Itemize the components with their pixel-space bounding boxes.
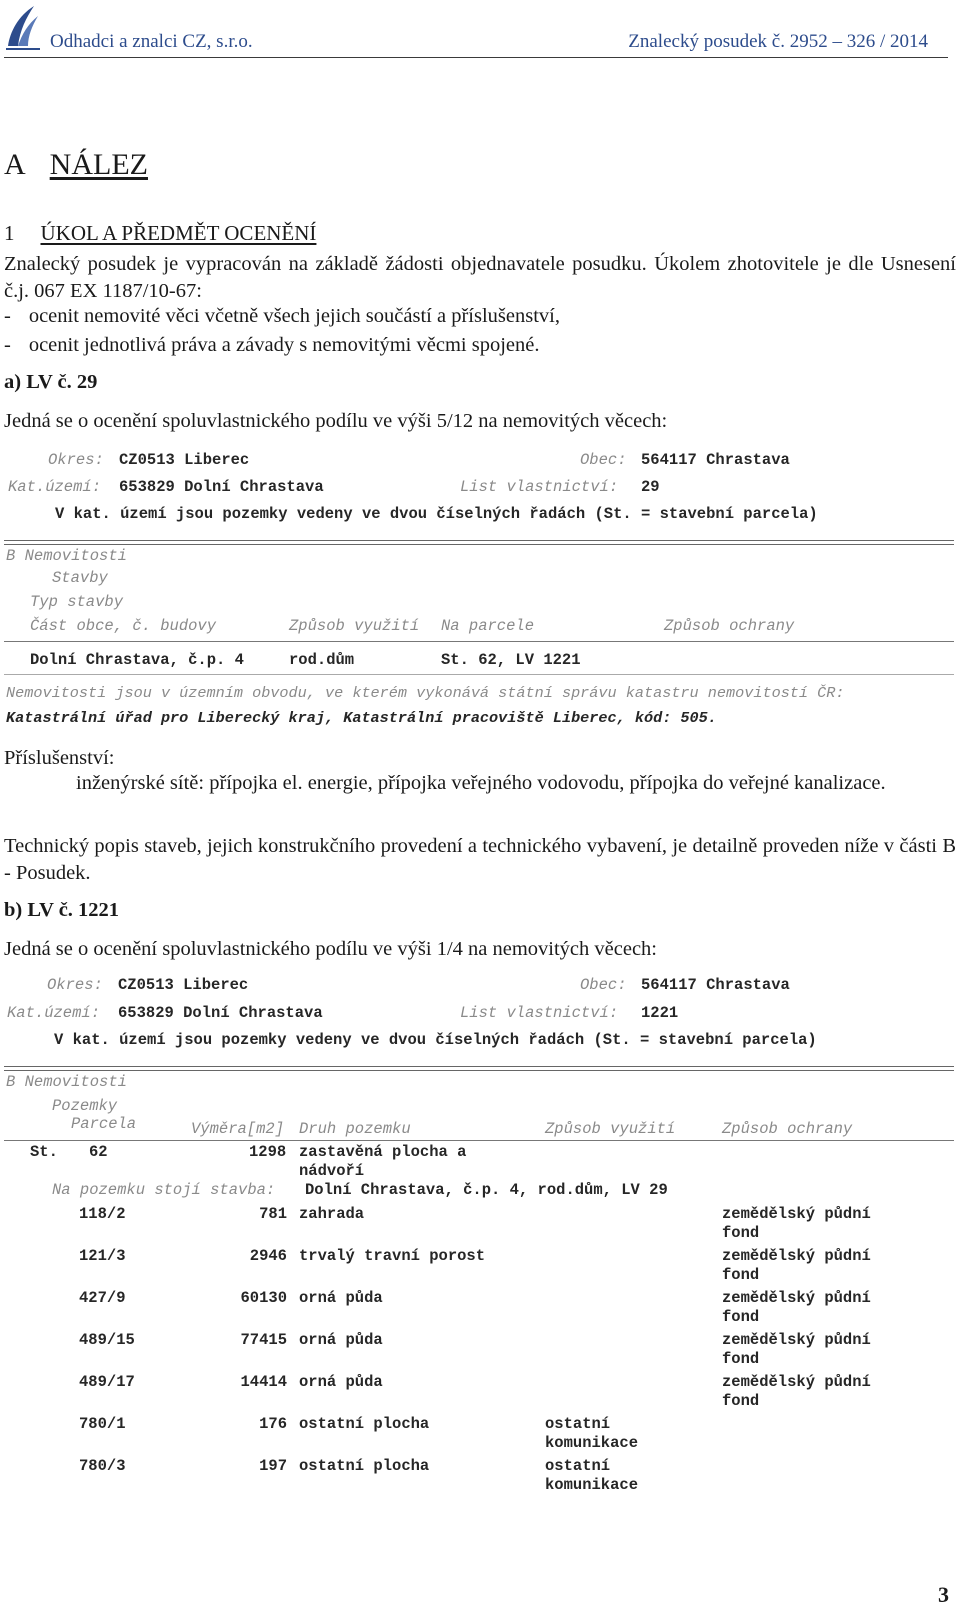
- parcel-vyuziti-1: ostatní: [545, 1457, 611, 1475]
- lv1221-stoji-value: Dolní Chrastava, č.p. 4, rod.dům, LV 29: [305, 1181, 668, 1199]
- parcel-number: 427/9: [79, 1289, 126, 1307]
- prislusenstvi-label: Příslušenství:: [4, 747, 115, 769]
- technicky-popis: Technický popis staveb, jejich konstrukčního provedení a technického vybavení, je detailně proveden níže v části B - Posudek.: [4, 835, 956, 884]
- parcel-area: 781: [259, 1205, 287, 1223]
- lv1221-st-area: 1298: [249, 1143, 287, 1161]
- parcel-druh: orná půda: [299, 1373, 383, 1391]
- subsection-heading: 1 ÚKOL A PŘEDMĚT OCENĚNÍ: [4, 221, 317, 245]
- parcel-druh: orná půda: [299, 1289, 383, 1307]
- lv29-row-rule: [4, 674, 954, 675]
- lv29-row-obec: Dolní Chrastava, č.p. 4: [30, 651, 244, 669]
- lv1221-list-label: List vlastnictví:: [460, 1004, 619, 1022]
- lv1221-st-druh1: zastavěná plocha a: [299, 1143, 467, 1161]
- lv29-list-value: 29: [641, 478, 660, 496]
- parcel-druh: zahrada: [299, 1205, 365, 1223]
- page-number: 3: [938, 1582, 949, 1607]
- lv29-row-vyuziti: rod.dům: [289, 651, 355, 669]
- lv29-heading: a) LV č. 29: [4, 371, 98, 393]
- lv1221-okres-value: CZ0513 Liberec: [118, 976, 249, 994]
- parcel-ochrana-2: fond: [722, 1266, 760, 1284]
- bullet-2: - ocenit jednotlivá práva a závady s nemovitými věcmi spojené.: [4, 334, 540, 356]
- lv29-stavby-label: Stavby: [52, 569, 108, 587]
- lv1221-st-prefix: St.: [30, 1143, 58, 1161]
- lv1221-pozemky-label: Pozemky: [52, 1097, 118, 1115]
- parcel-number: 118/2: [79, 1205, 126, 1223]
- lv29-obec-label: Obec:: [580, 451, 627, 469]
- lv29-okres-label: Okres:: [48, 451, 104, 469]
- parcel-vyuziti-2: komunikace: [545, 1476, 639, 1494]
- prislusenstvi-text: inženýrské sítě: přípojka el. energie, přípojka veřejného vodovodu, přípojka do veřejné kanalizace.: [76, 772, 886, 794]
- lv1221-katuzemi-label: Kat.území:: [7, 1004, 101, 1022]
- lv29-obec-value: 564117 Chrastava: [641, 451, 790, 469]
- parcel-ochrana-2: fond: [722, 1224, 760, 1242]
- lv1221-st-parcel: 62: [89, 1143, 108, 1161]
- parcel-druh: trvalý travní porost: [299, 1247, 486, 1265]
- lv1221-col-zpusob: Způsob využití: [545, 1120, 676, 1138]
- lv29-double-rule: [4, 540, 954, 545]
- lv1221-list-value: 1221: [641, 1004, 679, 1022]
- lv1221-st-druh2: nádvoří: [299, 1162, 365, 1180]
- parcel-number: 780/1: [79, 1415, 126, 1433]
- lv1221-obec-value: 564117 Chrastava: [641, 976, 790, 994]
- lv29-urad-line1: Nemovitosti jsou v územním obvodu, ve kterém vykonává státní správu katastru nemovitostí ČR:: [6, 684, 845, 702]
- parcel-number: 489/17: [79, 1373, 135, 1391]
- lv1221-text: Jedná se o ocenění spoluvlastnického podílu ve výši 1/4 na nemovitých věcech:: [4, 938, 657, 960]
- parcel-area: 197: [259, 1457, 287, 1475]
- lv1221-col-vymera: Výměra[m2]: [191, 1120, 285, 1138]
- lv1221-b-label: B Nemovitosti: [6, 1073, 127, 1091]
- lv29-urad-line2: Katastrální úřad pro Liberecký kraj, Katastrální pracoviště Liberec, kód: 505.: [6, 709, 717, 727]
- lv29-col-ochrana: Způsob ochrany: [664, 617, 795, 635]
- lv1221-heading: b) LV č. 1221: [4, 899, 120, 921]
- lv29-katuzemi-value: 653829 Dolní Chrastava: [119, 478, 324, 496]
- parcel-area: 60130: [240, 1289, 287, 1307]
- lv29-row-parcela: St. 62, LV 1221: [441, 651, 581, 669]
- parcel-area: 77415: [240, 1331, 287, 1349]
- parcel-druh: ostatní plocha: [299, 1457, 430, 1475]
- lv29-col-cast: Část obce, č. budovy: [30, 617, 217, 635]
- lv1221-katuzemi-value: 653829 Dolní Chrastava: [118, 1004, 323, 1022]
- header-rule: [4, 57, 948, 58]
- parcel-vyuziti-2: komunikace: [545, 1434, 639, 1452]
- intro-paragraph: Znalecký posudek je vypracován na základě žádosti objednavatele posudku. Úkolem zhotovitele je dle Usnesení č.j. 067 EX 1187/10-67:: [4, 253, 956, 302]
- parcel-ochrana-1: zemědělský půdní: [722, 1331, 871, 1349]
- lv1221-col-parcela: Parcela: [71, 1115, 137, 1133]
- lv29-table-rule: [4, 641, 954, 642]
- lv1221-okres-label: Okres:: [47, 976, 103, 994]
- parcel-number: 121/3: [79, 1247, 126, 1265]
- parcel-number: 489/15: [79, 1331, 135, 1349]
- parcel-ochrana-1: zemědělský půdní: [722, 1289, 871, 1307]
- parcel-ochrana-1: zemědělský půdní: [722, 1205, 871, 1223]
- lv1221-col-druh: Druh pozemku: [299, 1120, 411, 1138]
- parcel-vyuziti-1: ostatní: [545, 1415, 611, 1433]
- lv1221-note: V kat. území jsou pozemky vedeny ve dvou číselných řadách (St. = stavební parcela): [54, 1031, 817, 1049]
- parcel-ochrana-2: fond: [722, 1308, 760, 1326]
- parcel-ochrana-1: zemědělský půdní: [722, 1373, 871, 1391]
- parcel-druh: ostatní plocha: [299, 1415, 430, 1433]
- parcel-ochrana-2: fond: [722, 1350, 760, 1368]
- parcel-area: 2946: [249, 1247, 287, 1265]
- header-document-ref: Znalecký posudek č. 2952 – 326 / 2014: [628, 31, 928, 52]
- lv29-list-label: List vlastnictví:: [460, 478, 619, 496]
- lv29-col-zpusob: Způsob využití: [289, 617, 420, 635]
- parcel-area: 14414: [240, 1373, 287, 1391]
- lv1221-double-rule: [4, 1066, 954, 1071]
- lv1221-stoji-label: Na pozemku stojí stavba:: [52, 1181, 276, 1199]
- header-company: Odhadci a znalci CZ, s.r.o.: [50, 31, 253, 52]
- parcel-ochrana-1: zemědělský půdní: [722, 1247, 871, 1265]
- lv1221-col-ochrana: Způsob ochrany: [722, 1120, 853, 1138]
- company-logo: [4, 2, 42, 52]
- parcel-druh: orná půda: [299, 1331, 383, 1349]
- parcel-number: 780/3: [79, 1457, 126, 1475]
- parcel-ochrana-2: fond: [722, 1392, 760, 1410]
- lv1221-obec-label: Obec:: [580, 976, 627, 994]
- lv1221-table-rule: [4, 1140, 954, 1141]
- section-heading: A NÁLEZ: [4, 148, 148, 181]
- lv29-note: V kat. území jsou pozemky vedeny ve dvou číselných řadách (St. = stavební parcela): [55, 505, 818, 523]
- lv29-katuzemi-label: Kat.území:: [8, 478, 102, 496]
- parcel-area: 176: [259, 1415, 287, 1433]
- lv29-text: Jedná se o ocenění spoluvlastnického podílu ve výši 5/12 na nemovitých věcech:: [4, 410, 668, 432]
- lv29-typ-label: Typ stavby: [30, 593, 124, 611]
- lv29-col-parcela: Na parcele: [441, 617, 535, 635]
- lv29-okres-value: CZ0513 Liberec: [119, 451, 250, 469]
- bullet-1: - ocenit nemovité věci včetně všech jejich součástí a příslušenství,: [4, 305, 560, 327]
- lv29-b-label: B Nemovitosti: [6, 547, 127, 565]
